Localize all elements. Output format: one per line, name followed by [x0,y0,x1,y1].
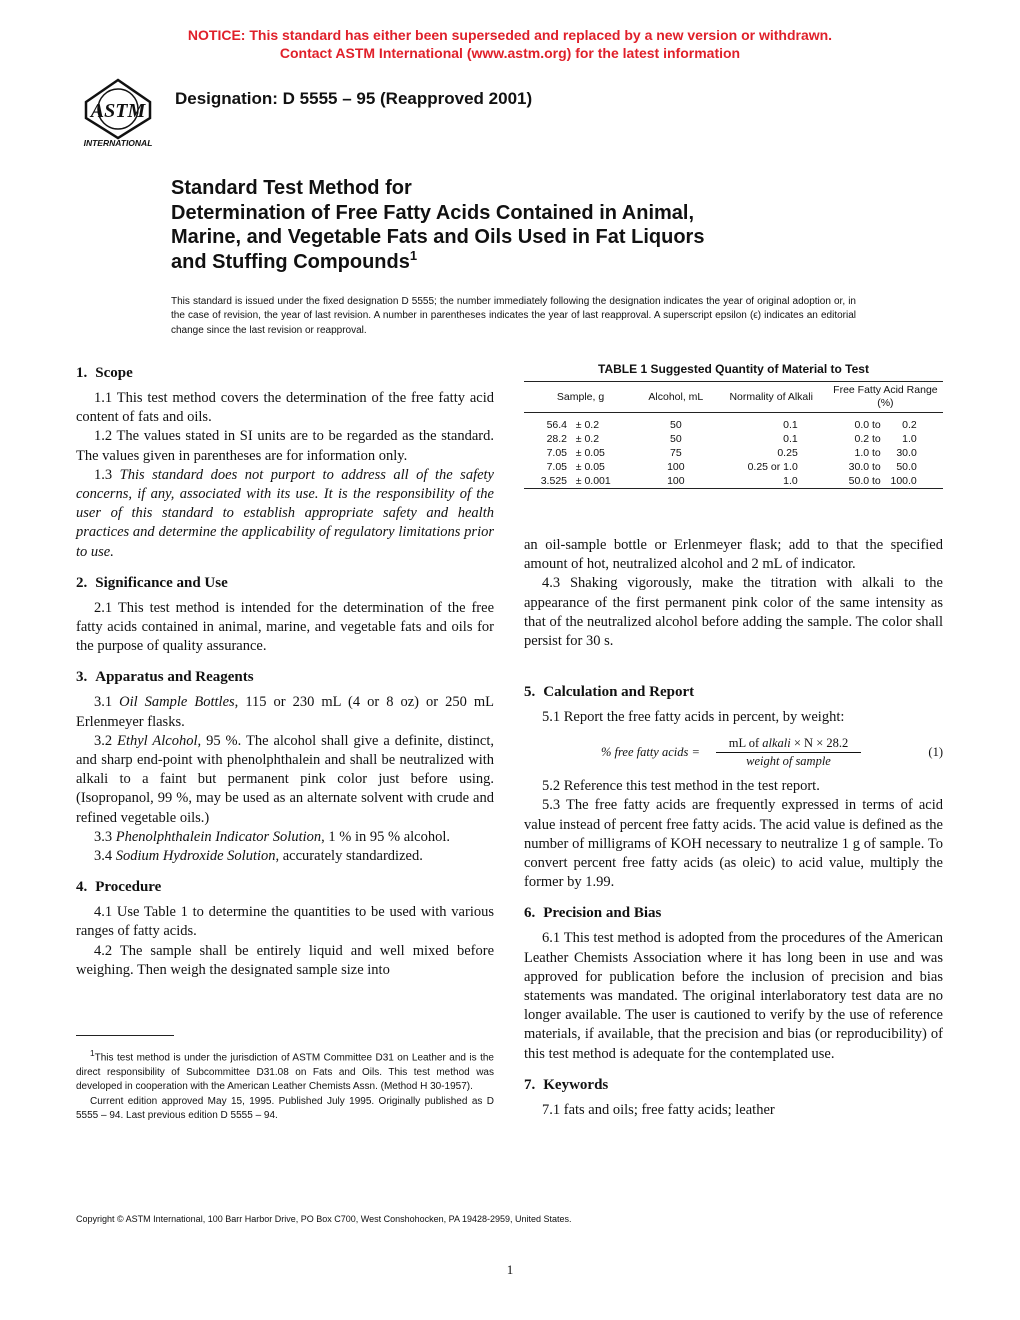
footnote-mark: 1 [90,1048,95,1058]
title-line-4: and Stuffing Compounds [171,250,410,273]
title-line-1: Standard Test Method for [171,177,412,199]
logo-subtext: INTERNATIONAL [83,138,153,148]
item-text: , 95 %. The alcohol shall give a definite, distinct, and sharp end-point with phenolphthalein and shall be neutralized with alkali to a faint but permanent pink color just before using. (Isopropanol, 99 %, may be used as an alternate solvent with crude and refined vegetable oils.) [76,732,494,826]
sample-tolerance: ± 0.2 [575,433,600,445]
section-heading-procedure [76,878,494,897]
table-cell-alcohol: 100 [637,474,715,489]
paragraph-3-4 [76,847,494,866]
paragraph-number: 3.1 [94,694,113,711]
table-cell-range [828,413,943,433]
table-cell-normality: 0.25 or 1.0 [747,461,798,473]
table-row [524,413,943,433]
paragraph-7-1: 7.1 fats and oils; free fatty acids; leather [542,1101,775,1118]
astm-logo [76,76,160,150]
paragraph-3-2 [76,732,494,828]
table-cell-normality: 1.0 [715,474,828,489]
sample-tolerance: ± 0.05 [575,447,605,459]
range-end: 50.0 [896,461,917,473]
table-cell-range [828,446,943,460]
page-number: 1 [506,1262,514,1277]
issue-note: This standard is issued under the fixed designation D 5555; the number immediately following the designation indicates the year of original adoption or, in the case of revision, the year of last revision. A number in parentheses indicates the year of last reapproval. A superscript epsilon (ϵ) indicates an editorial change since the last revision or reapproval. [171,296,856,336]
paragraph-1-2: 1.2 The values stated in SI units are to be regarded as the standard. The values given in parentheses are for information only. [76,428,494,464]
section-heading-calculation [524,683,943,702]
section-heading-keywords [524,1076,943,1095]
range-start: 0.2 to [854,433,881,445]
footnote-paragraph-2: Current edition approved May 15, 1995. Published July 1995. Originally published as D 5555 – 94. Last previous edition D 5555 – 94. [76,1095,494,1122]
table-cell-normality: 0.1 [783,419,798,431]
footnote-paragraph-1 [76,1046,494,1095]
table-cell-alcohol: 50 [670,433,682,445]
left-column [76,364,494,980]
range-start: 1.0 to [854,447,881,459]
table-cell-sample [524,446,637,460]
safety-statement: This standard does not purport to address all of the safety concerns, if any, associated with its use. It is the responsibility of the user of this standard to establish appropriate safety and health practices and determine the applicability of regulatory limitations prior to use. [76,466,494,560]
paragraph-6-1: 6.1 This test method is adopted from the procedures of the American Leather Chemists Association where it has long been in use and was approved for publication before the inclusion of precision and bias statements was mandated. The original interlaboratory test data are no longer available. The user is cautioned to verify by the use of reference materials, if available, that the precision and bias (or reproducibility) of this test method is adequate for the contemplated use. [524,930,943,1062]
paragraph-4-2: 4.2 The sample shall be entirely liquid and well mixed before weighing. Then weigh the designated sample size into [76,942,494,978]
table-cell-sample [524,474,637,489]
paragraph-2-1: 2.1 This test method is intended for the determination of the free fatty acids contained in animal, marine, and vegetable fats and oils for the purpose of quality assurance. [76,599,494,655]
section-number: 1. [76,365,88,381]
sample-tolerance: ± 0.05 [575,461,605,473]
logo-text: ASTM [90,100,146,122]
section-number: 4. [76,879,88,896]
table-caption: TABLE 1 Suggested Quantity of Material to Test [598,362,869,376]
range-end: 0.2 [902,419,917,431]
item-text: , accurately standardized. [275,848,423,865]
table-cell-alcohol: 75 [670,447,682,459]
section-title: Procedure [95,879,162,896]
table-cell-range [828,432,943,446]
paragraph-number: 3.3 [94,828,113,845]
paragraph-4-1: 4.1 Use Table 1 to determine the quantities to be used with various ranges of fatty acids. [76,904,494,940]
item-text: , 115 or 230 mL (4 or 8 oz) or 250 mL Erlenmeyer flasks. [76,694,494,730]
paragraph-3-1 [76,693,494,731]
paragraph-4-3: 4.3 Shaking vigorously, make the titration with alkali to the appearance of the first permanent pink color of the same intensity as that of the neutralized alcohol before adding the sample. The color shall persist for 30 s. [524,575,943,650]
footnote-divider [76,1035,174,1036]
section-title: Scope [95,365,133,381]
paragraph-number: 1.3 [94,466,113,483]
footnote [76,1046,494,1124]
item-title: Oil Sample Bottles [119,694,235,711]
title-line-2: Determination of Free Fatty Acids Contained in Animal, [171,201,695,224]
section-title: Apparatus and Reagents [95,669,254,686]
item-title: Phenolphthalein Indicator Solution [115,828,322,845]
table-header-row [524,382,943,413]
table-header: Normality of Alkali [715,382,828,413]
paragraph-5-2: 5.2 Reference this test method in the test report. [542,778,820,795]
section-title: Significance and Use [95,574,228,591]
paragraph-1-3 [76,466,494,562]
title-line-3: Marine, and Vegetable Fats and Oils Used in Fat Liquors [171,226,705,248]
document-title [171,176,871,274]
equation-number: (1) [928,745,943,759]
numerator-part: mL of [728,736,763,750]
item-title: Sodium Hydroxide Solution [115,848,276,865]
sample-value: 28.2 [546,433,567,445]
table-cell-sample [524,413,637,433]
table-header: Free Fatty Acid Range (%) [828,382,943,413]
section-title: Keywords [543,1076,609,1093]
section-number: 5. [524,684,536,700]
equation-denominator: weight of sample [746,754,831,768]
copyright-line: Copyright © ASTM International, 100 Barr Harbor Drive, PO Box C700, West Conshohocken, PA 19428-2959, United States. [76,1214,572,1224]
table-row [524,474,943,489]
right-column-top [524,536,943,651]
range-end: 100.0 [890,475,917,487]
section-number: 7. [524,1076,536,1093]
paragraph-1-1: 1.1 This test method covers the determination of the free fatty acid content of fats and oils. [76,390,494,426]
sample-tolerance: ± 0.2 [575,419,600,431]
paragraph-5-1: 5.1 Report the free fatty acids in percent, by weight: [542,709,845,725]
paragraph-5-3: 5.3 The free fatty acids are frequently expressed in terms of acid value instead of percent free fatty acids. The acid value is defined as the number of milligrams of KOH necessary to neutralize 1 g of sample. To convert percent free fatty acids (as oleic) to acid value, multiply the former by 1.99. [524,797,943,891]
table-cell-normality: 0.25 [777,447,798,459]
numerator-part: × N × 28.2 [790,736,849,750]
paragraph-3-3 [76,828,494,847]
paragraph-number: 3.2 [94,732,113,749]
astm-logo-mark [76,76,160,150]
range-start: 0.0 to [854,419,881,431]
table-cell-range [828,474,943,489]
table-cell-sample [524,460,637,474]
table-cell-sample [524,432,637,446]
section-number: 3. [76,669,88,686]
table-cell-range [828,460,943,474]
section-heading-apparatus [76,668,494,687]
table-row [524,460,943,474]
table-header: Alcohol, mL [637,382,715,413]
equation-1 [524,736,943,770]
paragraph-4-2-continued: an oil-sample bottle or Erlenmeyer flask; add to that the specified amount of hot, neutralized alcohol and 2 mL of indicator. [524,537,943,573]
section-heading-precision [524,904,943,923]
section-heading-scope [76,364,494,383]
sample-value: 7.05 [546,461,567,473]
numerator-part: alkali [762,736,791,750]
notice-line-2: Contact ASTM International (www.astm.org) for the latest information [279,45,741,61]
section-heading-significance [76,574,494,593]
item-text: , 1 % in 95 % alcohol. [321,828,451,845]
range-end: 1.0 [902,433,917,445]
table-cell-alcohol: 100 [667,461,685,473]
designation: Designation: D 5555 – 95 (Reapproved 2001) [175,89,533,108]
item-title: Ethyl Alcohol [117,732,198,749]
table-header: Sample, g [524,382,637,413]
section-title: Precision and Bias [543,905,662,922]
equation-lhs: % free fatty acids = [601,745,700,759]
table-cell-alcohol: 50 [670,419,682,431]
range-end: 30.0 [896,447,917,459]
sample-value: 3.525 [540,475,567,487]
withdrawal-notice [0,26,1020,62]
equation-fraction [716,736,861,769]
table-cell-normality: 0.1 [783,433,798,445]
quantity-table [524,381,943,489]
equation-numerator [716,736,861,753]
sample-value: 7.05 [546,447,567,459]
footnote-text: This test method is under the jurisdiction of ASTM Committee D31 on Leather and is the direct responsibility of Subcommittee D31.08 on Fats and Oils. This test method was developed in cooperation with the American Leather Chemists Assn. (Method H 30-1957). [76,1052,494,1093]
paragraph-number: 3.4 [94,848,113,865]
table-row [524,432,943,446]
sample-value: 56.4 [546,419,567,431]
section-number: 6. [524,905,536,922]
section-number: 2. [76,574,88,591]
title-footnote-mark: 1 [409,247,418,263]
sample-tolerance: ± 0.001 [575,475,611,487]
table-row [524,446,943,460]
range-start: 50.0 to [848,475,881,487]
range-start: 30.0 to [848,461,881,473]
section-title: Calculation and Report [543,684,695,700]
notice-line-1: NOTICE: This standard has either been superseded and replaced by a new version or withdrawn. [187,27,833,43]
